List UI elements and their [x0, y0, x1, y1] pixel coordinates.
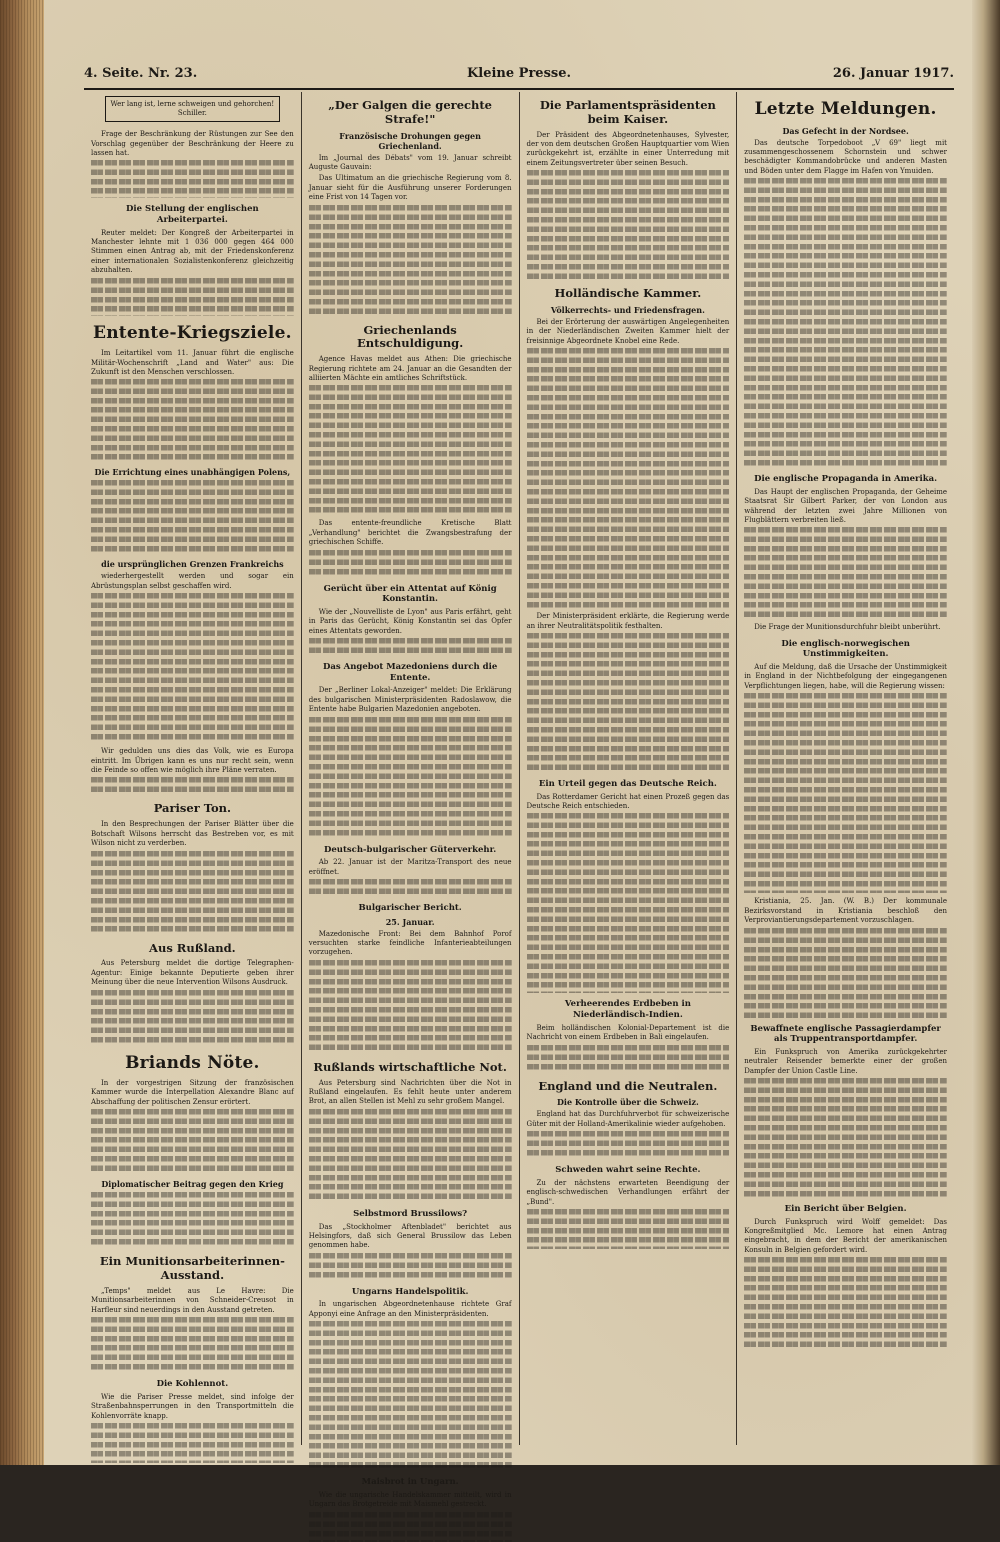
headline-kriegsziele: Entente-Kriegsziele.	[93, 322, 292, 343]
headline-erdbeben: Verheerendes Erdbeben in Niederländisch-Indien.	[564, 999, 691, 1021]
headline-mazedonien: Das Angebot Mazedoniens durch die Entente.	[323, 662, 498, 683]
issue-date: 26. Januar 1917.	[832, 66, 954, 81]
text-block	[744, 693, 947, 893]
book-spine-edge	[0, 0, 44, 1465]
text-block	[527, 1045, 730, 1073]
article-entschuldigung: Agence Havas meldet aus Athen: Die griechische Regierung richtete am 24. Januar an die Gesandten der alliierten Mächte ein amtliches Schriftstück.	[308, 355, 512, 383]
article-ungarn-handel: In ungarischen Abgeordnetenhause richtete Graf Apponyi eine Anfrage an den Ministerpräsidenten.	[308, 1300, 512, 1318]
text-block	[527, 813, 730, 993]
headline-attentat: Gerücht über ein Attentat auf König Konstantin.	[323, 583, 497, 605]
text-block	[309, 1321, 512, 1471]
article-kaiser: Der Präsident des Abgeordnetenhauses, Sylvester, der von dem deutschen Großen Hauptquartier vom Wien zurückgekehrt ist, erzählte in einer Unterredung mit einem Zeitungsvertreter über seinen Besuch.	[526, 130, 730, 167]
paper-title: Kleine Presse.	[466, 66, 572, 81]
column-1	[84, 92, 302, 1445]
article-mazedonien: Der „Berliner Lokal-Anzeiger" meldet: Die Erklärung des bulgarischen Ministerpräsidenten Radoslawow, die Entente habe Bulgarien Mazedonien angeboten.	[308, 686, 512, 714]
text-block	[91, 160, 294, 198]
subhead-abmachungen: Diplomatischer Beitrag gegen den Krieg	[101, 1179, 284, 1190]
text-block	[309, 205, 512, 317]
text-block	[91, 851, 294, 935]
headline-dampfer: Bewaffnete englische Passagierdampfer als Truppentransportdampfer.	[750, 1023, 941, 1045]
text-block	[91, 777, 294, 795]
headline-munition-ausstand: Ein Munitionsarbeiterinnen-Ausstand.	[99, 1254, 285, 1283]
text-block	[744, 1257, 947, 1347]
headline-maisbrot: Maisbrot in Ungarn.	[361, 1477, 459, 1488]
article-grenzen: wiederhergestellt werden und sogar ein Abrüstungsplan selbst geschaffen wird.	[91, 572, 294, 590]
article-attentat: Wie der „Nouvelliste de Lyon" aus Paris erfährt, geht in Paris das Gerücht, König Konstantin sei das Opfer eines Attentats geworden.	[308, 607, 512, 635]
column-2	[302, 92, 520, 1509]
page-number: 4. Seite. Nr. 23.	[84, 66, 198, 81]
headline-aus-russland: Aus Rußland.	[149, 940, 236, 955]
headline-bulgarischer-bericht: Bulgarischer Bericht.	[358, 903, 462, 914]
article-vertreter: Das entente-freundliche Kretische Blatt „Verhandlung" berichtet die Zwangsbestrafung der griechischen Schiffe.	[308, 519, 512, 547]
page-fore-edge	[972, 0, 1000, 1465]
text-block	[91, 1423, 294, 1463]
text-block	[309, 879, 512, 897]
article-dampfer: Ein Funkspruch von Amerika zurückgekehrter neutraler Reisender bemerkte einer der großen Dampfer der Union Castle Line.	[744, 1047, 947, 1075]
headline-neutralen: England und die Neutralen.	[538, 1078, 718, 1093]
text-block	[309, 1109, 512, 1203]
article-ultimatum: Das Ultimatum an die griechische Regierung vom 8. Januar sieht für die Ausführung unserer Forderungen eine Frist von 14 Tagen vor.	[308, 174, 512, 202]
article-galgen: Im „Journal des Débats" vom 19. Januar schreibt Auguste Gauvain:	[308, 153, 512, 171]
column-4	[737, 92, 954, 1445]
text-block	[527, 1209, 730, 1249]
article-maisbrot: Wie die ungarische Handelskammer mitteilt, wird in Ungarn das Brotgetreide mit Maismehl gestreckt.	[308, 1490, 512, 1509]
text-block	[527, 348, 730, 608]
text-block	[527, 170, 730, 280]
subhead-bulgarisch-date: 25. Januar.	[385, 916, 435, 927]
text-block	[744, 527, 947, 619]
text-block	[309, 960, 512, 1054]
text-block	[527, 1131, 730, 1159]
headline-gueterverkehr: Deutsch-bulgarischer Güterverkehr.	[323, 844, 497, 855]
headline-urteil: Ein Urteil gegen das Deutsche Reich.	[538, 779, 717, 790]
column-layout	[84, 92, 954, 1509]
text-block	[309, 550, 512, 578]
headline-propaganda: Die englische Propaganda in Amerika.	[754, 474, 938, 485]
article-pariser-ton: In den Besprechungen der Pariser Blätter über die Botschaft Wilsons herrscht das Bestreben vor, es mit Wilson nicht zu verderben.	[91, 820, 294, 848]
subhead-galgen: Französische Drohungen gegen Griechenland.	[339, 130, 481, 151]
headline-belgien: Ein Bericht über Belgien.	[784, 1203, 907, 1214]
article-belgien: Durch Funkspruch wird Wolff gemeldet: Das Kongreßmitglied Mc. Lemore hat einen Antrag eingebracht, in dem der Bericht der amerikanischen Konsuln in Belgien gefordert wird.	[744, 1217, 947, 1254]
headline-schweden: Schweden wahrt seine Rechte.	[555, 1165, 701, 1176]
headline-russland-not: Rußlands wirtschaftliche Not.	[313, 1059, 507, 1074]
text-block	[744, 178, 947, 468]
text-block	[91, 1192, 294, 1248]
subhead-kammer: Völkerrechts- und Friedensfragen.	[550, 305, 705, 316]
text-block	[309, 1253, 512, 1281]
text-block	[309, 638, 512, 656]
subhead-neutralen: Die Kontrolle über die Schweiz.	[556, 1097, 699, 1108]
text-block	[527, 633, 730, 773]
article-nordsee: Das deutsche Torpedoboot „V 69" liegt mit zusammengeschossenem Schornstein und schwer beschädigter Kommandobrücke und anderen Masten und Böden unter dem Flagge im Hafen von Ymuiden.	[744, 138, 947, 175]
text-block	[309, 717, 512, 839]
newspaper-page	[44, 0, 972, 1509]
intro-text: Frage der Beschränkung der Rüstungen zur See den Vorschlag gegenüber der Beschränkung der Heere zu lassen hat.	[91, 130, 294, 157]
article-brussilow: Das „Stockholmer Aftenbladet" berichtet aus Helsingfors, daß sich General Brussilow das Leben genommen habe.	[308, 1222, 512, 1250]
headline-entschuldigung: Griechenlands Entschuldigung.	[357, 322, 464, 351]
headline-norwegisch: Die englisch-norwegischen Unstimmigkeiten.	[781, 638, 910, 660]
text-block	[744, 928, 947, 1018]
article-schweden: Zu der nächstens erwarteten Beendigung der englisch-schwedischen Verhandlungen erfährt der „Bund".	[526, 1178, 730, 1206]
article-munitionsdurchfuhr: Die Frage der Munitionsdurchfuhr bleibt unberührt.	[754, 623, 941, 632]
headline-kohlennot: Die Kohlennot.	[156, 1379, 229, 1390]
article-briand: In der vorgestrigen Sitzung der französischen Kammer wurde die Interpellation Alexandre Blanc auf Abschaffung der politischen Zensur erörtert.	[91, 1079, 294, 1106]
subhead-polen: Die Errichtung eines unabhängigen Polens,	[94, 467, 291, 478]
column-3	[520, 92, 738, 1445]
article-neutralen: England hat das Durchfuhrverbot für schweizerische Güter mit der Holland-Amerikalinie wieder aufgehoben.	[526, 1110, 730, 1128]
text-block	[744, 1078, 947, 1198]
article-kriegsziele: Im Leitartikel vom 11. Januar führt die englische Militär-Wochenschrift „Land and Water" aus: Die Zukunft ist den Menschen verschlossen.	[91, 349, 294, 377]
article-propaganda: Das Haupt der englischen Propaganda, der Geheime Staatsrat Sir Gilbert Parker, der von London aus während der letzten zwei Jahre Millionen von Flugblättern verbreiten ließ.	[744, 487, 947, 525]
text-block	[91, 593, 294, 743]
text-block	[91, 480, 294, 555]
headline-letzte-meldungen: Letzte Meldungen.	[754, 99, 937, 119]
text-block	[309, 385, 512, 515]
epigraph-box: Wer lang ist, lerne schweigen und gehorchen! Schiller.	[105, 96, 280, 122]
article-norwegisch: Auf die Meldung, daß die Ursache der Unstimmigkeit in England in der Nichtbefolgung der eingegangenen Verpflichtungen liegen, habe, will die Regierung wissen:	[744, 663, 947, 690]
headline-galgen: „Der Galgen die gerechte Strafe!"	[328, 98, 493, 126]
article-frieden: Wir gedulden uns dies das Volk, wie es Europa eintritt. Im Übrigen kann es uns nur recht sein, wenn die Feinde so offen wie möglich ihre Pläne verraten.	[91, 747, 294, 775]
article-gueterverkehr: Ab 22. Januar ist der Maritza-Transport des neue eröffnet.	[308, 858, 512, 876]
article-erdbeben: Beim holländischen Kolonial-Departement ist die Nachricht von einem Erdbeben in Bali eingelaufen.	[526, 1023, 730, 1042]
article-kohlennot: Wie die Pariser Presse meldet, sind infolge der Straßenbahnsperrungen in den Transportmitteln die Kohlenvorräte knapp.	[91, 1392, 294, 1420]
article-munition-ausstand: „Temps" meldet aus Le Havre: Die Munitionsarbeiterinnen von Schneider-Creusot in Harfleur sind neuerdings in den Ausstand getreten.	[91, 1286, 294, 1314]
headline-ungarn-handel: Ungarns Handelspolitik.	[351, 1286, 469, 1297]
article-aus-russland: Aus Petersburg meldet die dortige Telegraphen-Agentur: Einige bekannte Deputierte geben ihrer Meinung über die neue Intervention Wilsons Ausdruck.	[91, 959, 294, 987]
headline-briand: Briands Nöte.	[125, 1052, 260, 1073]
article-kammer-2: Der Ministerpräsident erklärte, die Regierung werde an ihrer Neutralitätspolitik festhalten.	[526, 612, 730, 630]
headline-hollaendische-kammer: Holländische Kammer.	[554, 286, 702, 301]
text-block	[91, 1109, 294, 1175]
text-block	[309, 1512, 512, 1542]
article-urteil: Das Rotterdamer Gericht hat einen Prozeß gegen das Deutsche Reich entschieden.	[526, 792, 730, 811]
article-bulgarischer-bericht: Mazedonische Front: Bei dem Bahnhof Porof versuchten starke feindliche Infanterieabteilungen vorzugehen.	[308, 929, 512, 957]
text-block	[91, 278, 294, 316]
page-header	[84, 62, 954, 90]
article-kristiania: Kristiania, 25. Jan. (W. B.) Der kommunale Bezirksvorstand in Kristiania beschloß den Verproviantierungsdepartement vorzuschlagen.	[744, 897, 947, 925]
text-block	[91, 990, 294, 1046]
headline-arbeiterpartei: Die Stellung der englischen Arbeiterpartei.	[126, 204, 259, 226]
text-block	[91, 379, 294, 463]
subhead-nordsee: Das Gefecht in der Nordsee.	[782, 125, 909, 136]
headline-kaiser: Die Parlamentspräsidenten beim Kaiser.	[539, 98, 716, 126]
article-arbeiterpartei: Reuter meldet: Der Kongreß der Arbeiterpartei in Manchester lehnte mit 1 036 000 gegen 464 000 Stimmen einen Antrag ab, mit der Friedenskonferenz einer internationalen Sozialistenkonferenz gleichzeitig abzuhalten.	[91, 228, 294, 275]
article-russland-not: Aus Petersburg sind Nachrichten über die Not in Rußland eingelaufen. Es fehlt heute unter anderem Brot, an allen Stellen ist Mehl zu sehr großem Mangel.	[308, 1078, 512, 1106]
headline-pariser-ton: Pariser Ton.	[153, 801, 232, 816]
article-kammer: Bei der Erörterung der auswärtigen Angelegenheiten in der Niederländischen Zweiten Kammer hielt der freisinnige Abgeordnete Knobel eine Rede.	[526, 318, 730, 345]
text-block	[91, 1317, 294, 1373]
headline-brussilow: Selbstmord Brussilows?	[353, 1208, 468, 1219]
subhead-grenzen: die ursprünglichen Grenzen Frankreichs	[101, 559, 284, 570]
